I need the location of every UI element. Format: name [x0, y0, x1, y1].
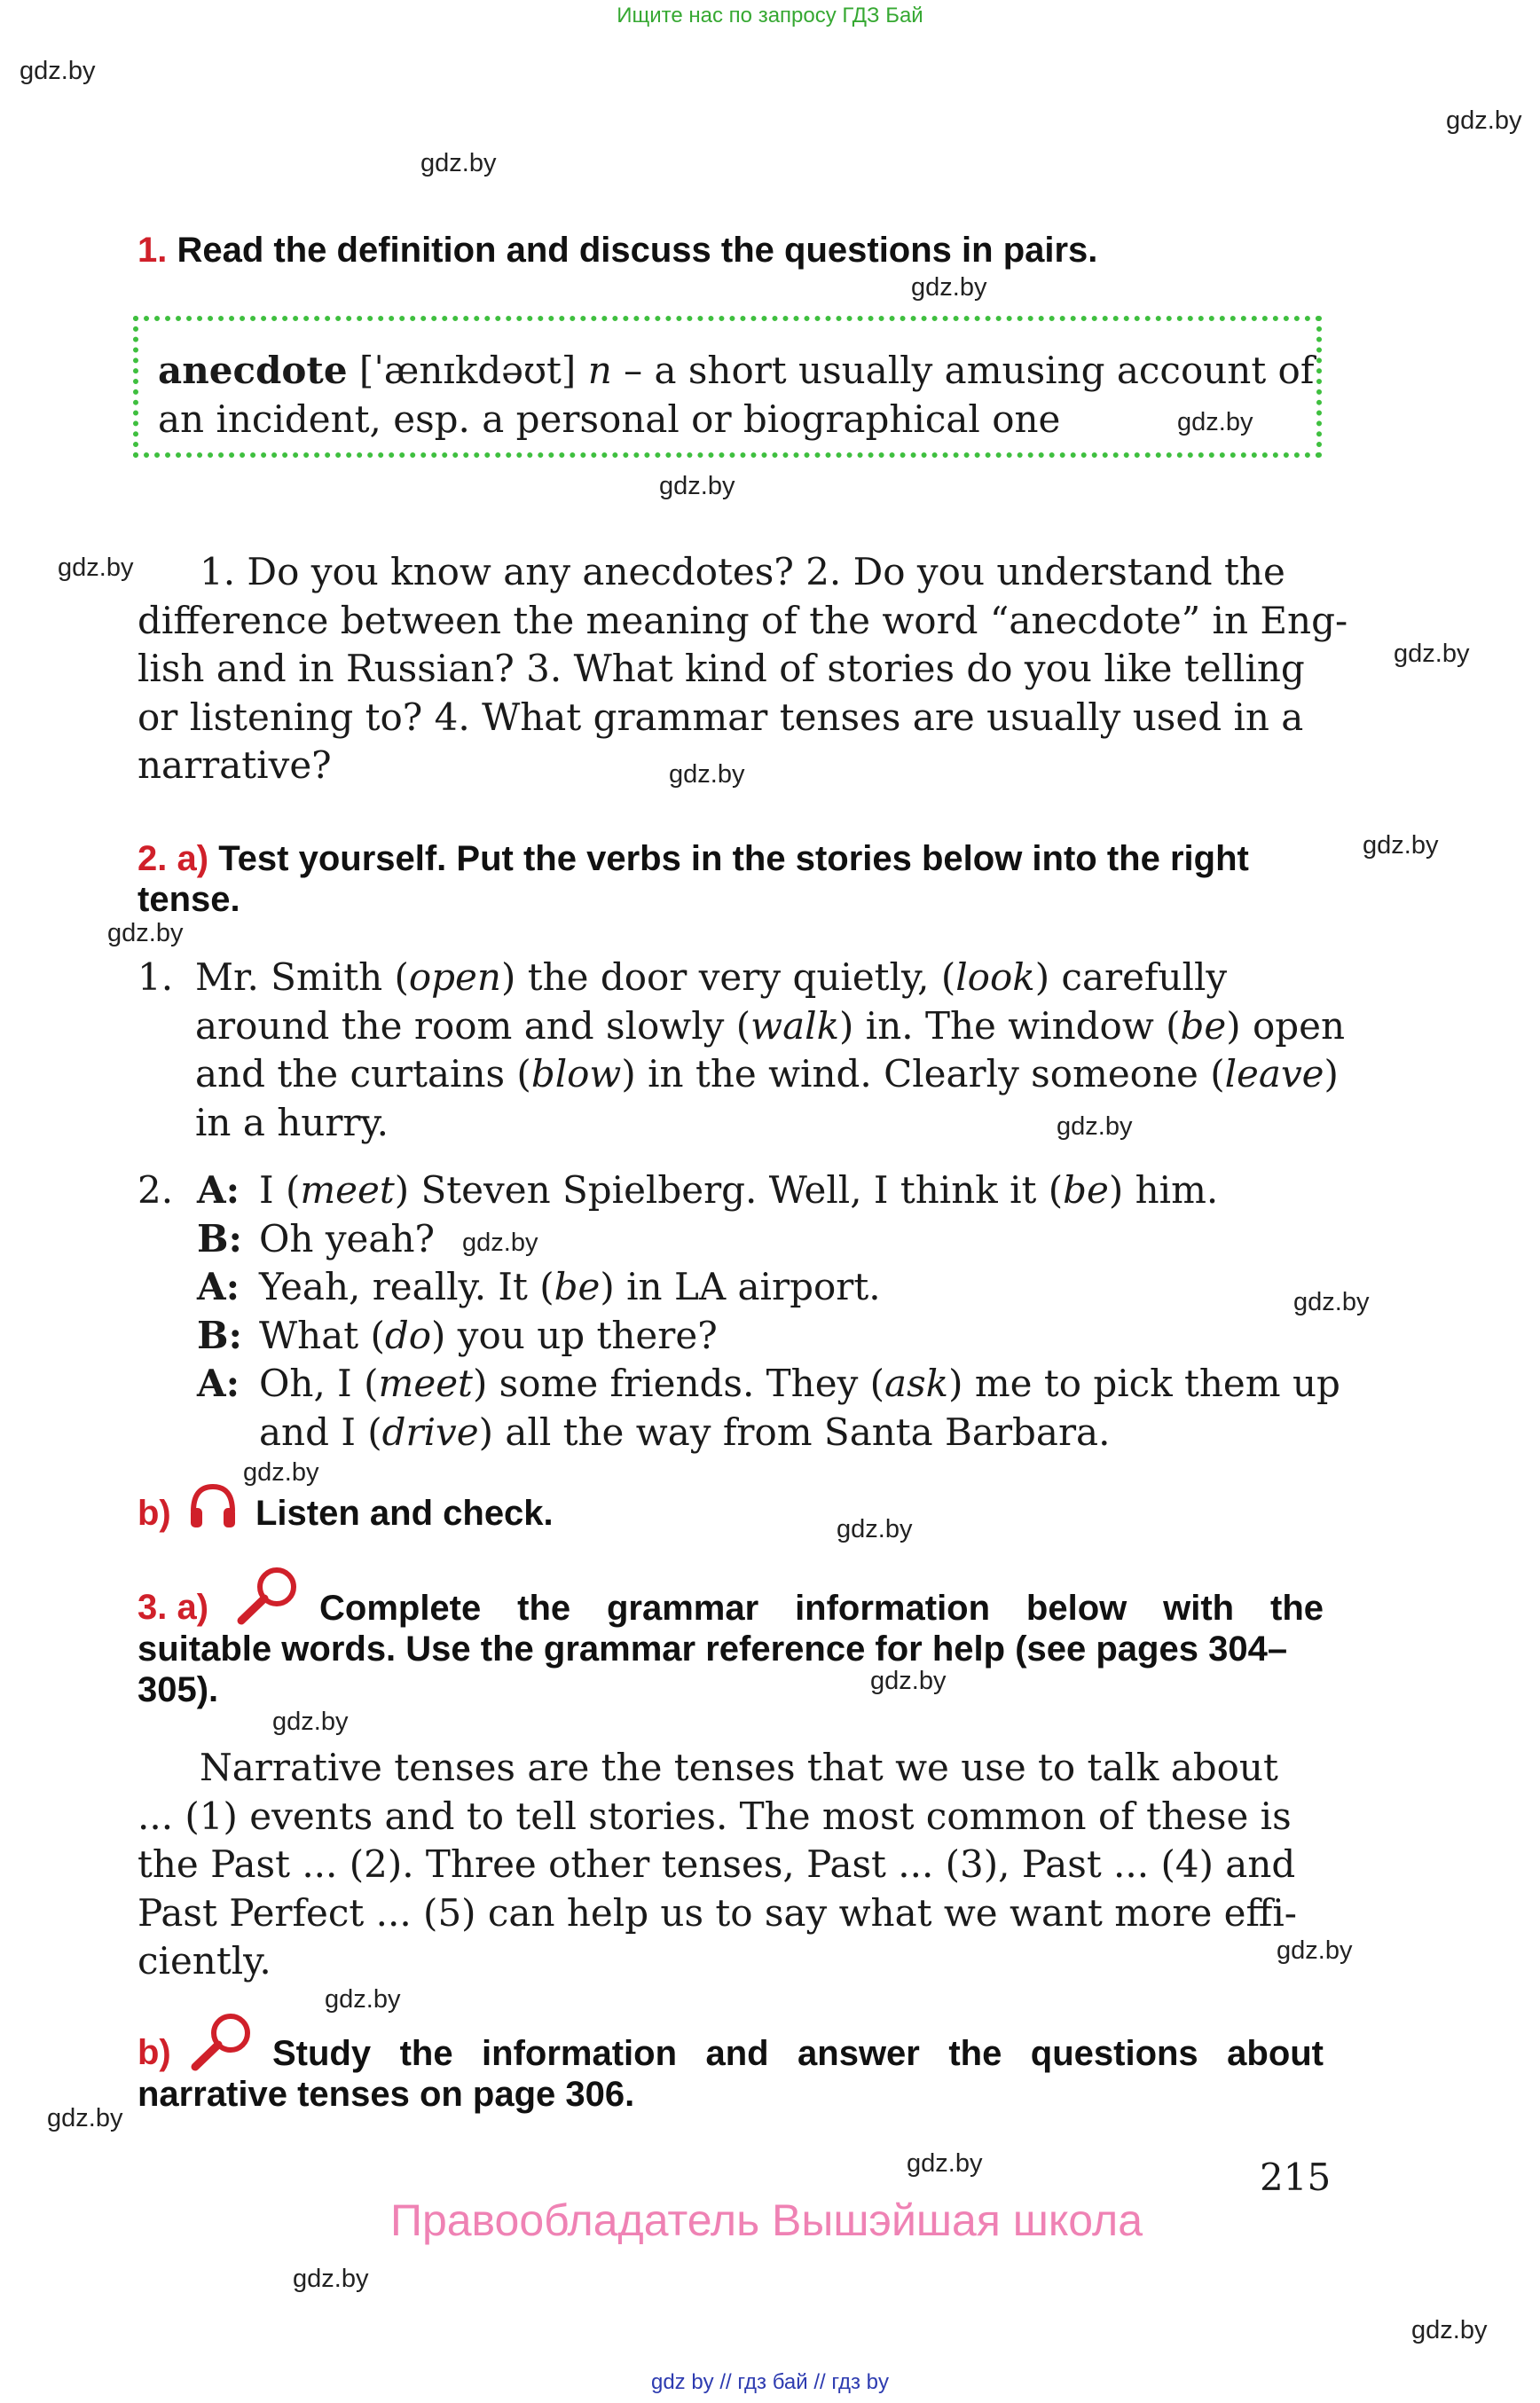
exercise-title-line3: 305).	[138, 1670, 219, 1709]
dialogue-line: A: I (meet) Steven Spielberg. Well, I think it (be) him.	[197, 1166, 1325, 1215]
watermark: gdz.by	[1277, 1936, 1353, 1965]
watermark: gdz.by	[420, 149, 497, 177]
page-number: 215	[1260, 2156, 1332, 2199]
watermark: gdz.by	[659, 472, 735, 500]
story-line: in a hurry.	[195, 1100, 389, 1144]
watermark: gdz.by	[272, 1708, 349, 1736]
exercise-number: 2.	[138, 839, 168, 878]
watermark: gdz.by	[47, 2104, 123, 2132]
exercise-title: Study the information and answer the questions about	[272, 2034, 1324, 2073]
exercise-1-heading	[138, 231, 1097, 271]
grammar-paragraph	[138, 1744, 1324, 1986]
watermark: gdz.by	[243, 1458, 319, 1487]
speaker-label: A:	[197, 1362, 240, 1405]
exercise-number: 3.	[138, 1588, 168, 1627]
watermark: gdz.by	[1177, 408, 1253, 436]
definition-meaning: – a short usually amusing account of	[611, 349, 1315, 392]
exercise-title: Complete the grammar information below with the	[319, 1589, 1324, 1628]
definition-part-of-speech: n	[587, 349, 612, 392]
paragraph-line: Narrative tenses are the tenses that we use to talk about	[200, 1746, 1278, 1789]
dialogue-line: B: Oh yeah?	[197, 1215, 1325, 1264]
watermark: gdz.by	[669, 760, 745, 789]
copyright-notice: Правообладатель Вышэйшая школа	[390, 2195, 1143, 2245]
exercise-3b-heading	[138, 2033, 1324, 2115]
headphones-icon	[186, 1480, 240, 1533]
paragraph-line: ... (1) events and to tell stories. The most common of these is	[138, 1794, 1292, 1838]
question-line: or listening to? 4. What grammar tenses are usually used in a	[138, 695, 1304, 739]
footer-links[interactable]: gdz by // гдз бай // гдз by	[650, 2370, 890, 2394]
exercise-2b-text: Listen and check.	[255, 1494, 554, 1533]
exercise-2-heading	[138, 838, 1326, 920]
watermark: gdz.by	[911, 273, 987, 302]
question-line: narrative?	[138, 743, 332, 787]
paragraph-line: ciently.	[138, 1939, 271, 1983]
exercise-title-line2: narrative tenses on page 306.	[138, 2075, 635, 2114]
watermark: gdz.by	[1293, 1288, 1370, 1316]
definition-text	[158, 347, 1315, 444]
watermark: gdz.by	[462, 1229, 538, 1257]
watermark: gdz.by	[325, 1985, 401, 2014]
watermark: gdz.by	[58, 554, 134, 582]
exercise-number: 1.	[138, 231, 168, 270]
definition-meaning-line2: an incident, esp. a personal or biographical one	[158, 397, 1061, 441]
story-1	[195, 954, 1346, 1147]
exercise-part-b: b)	[138, 2033, 171, 2072]
paragraph-line: Past Perfect ... (5) can help us to say what we want more effi-	[138, 1890, 1297, 1935]
watermark: gdz.by	[1446, 106, 1522, 135]
story-line: Mr. Smith (open) the door very quietly, (look) carefully	[195, 955, 1228, 999]
question-line: 1. Do you know any anecdotes? 2. Do you understand the	[200, 550, 1285, 593]
exercise-part-b: b)	[138, 1494, 171, 1533]
watermark: gdz.by	[1057, 1112, 1133, 1141]
watermark: gdz.by	[907, 2149, 983, 2178]
speaker-label: A:	[197, 1265, 240, 1308]
watermark: gdz.by	[870, 1667, 947, 1695]
paragraph-line: the Past ... (2). Three other tenses, Past ... (3), Past ... (4) and	[138, 1842, 1296, 1886]
exercise-3a-heading	[138, 1588, 1324, 1710]
dialogue-line: B: What (do) you up there?	[197, 1312, 1325, 1361]
exercise-title: Read the definition and discuss the questions in pairs.	[177, 231, 1098, 270]
watermark: gdz.by	[1363, 831, 1439, 860]
watermark: gdz.by	[20, 57, 96, 85]
exercise-title-line2: tense.	[138, 880, 240, 919]
watermark: gdz.by	[1394, 640, 1470, 668]
question-line: lish and in Russian? 3. What kind of stories do you like telling	[138, 647, 1305, 690]
watermark: gdz.by	[293, 2265, 369, 2293]
watermark: gdz.by	[837, 1515, 913, 1543]
exercise-2b-heading	[138, 1494, 171, 1534]
exercise-1-questions	[138, 548, 1348, 790]
exercise-title-line2: suitable words. Use the grammar reference for help (see pages 304–	[138, 1629, 1288, 1669]
exercise-part-a: a)	[177, 1588, 209, 1627]
question-line: difference between the meaning of the word “anecdote” in Eng-	[138, 598, 1348, 642]
story-line: around the room and slowly (walk) in. The window (be) open	[195, 1003, 1346, 1048]
speaker-label: A:	[197, 1168, 240, 1212]
exercise-part-a: a)	[177, 839, 209, 878]
dialogue-line: and I (drive) all the way from Santa Barbara.	[259, 1410, 1111, 1454]
story-line: and the curtains (blow) in the wind. Clearly someone (leave)	[195, 1052, 1339, 1095]
story-2-number: 2.	[138, 1168, 174, 1212]
definition-word: anecdote	[158, 349, 348, 392]
story-1-number: 1.	[138, 955, 174, 999]
exercise-title: Test yourself. Put the verbs in the stories below into the right	[218, 839, 1249, 878]
speaker-label: B:	[197, 1313, 243, 1357]
watermark: gdz.by	[107, 919, 184, 947]
watermark: gdz.by	[1411, 2316, 1488, 2344]
header-search-link[interactable]: Ищите нас по запросу ГДЗ Бай	[617, 4, 923, 27]
definition-pronunciation: [ˈænɪkdəʊt]	[358, 349, 577, 392]
dialogue-line: A: Oh, I (meet) some friends. They (ask) me to pick them up	[197, 1360, 1325, 1409]
dialogue-line: A: Yeah, really. It (be) in LA airport.	[197, 1263, 1325, 1312]
speaker-label: B:	[197, 1216, 243, 1260]
